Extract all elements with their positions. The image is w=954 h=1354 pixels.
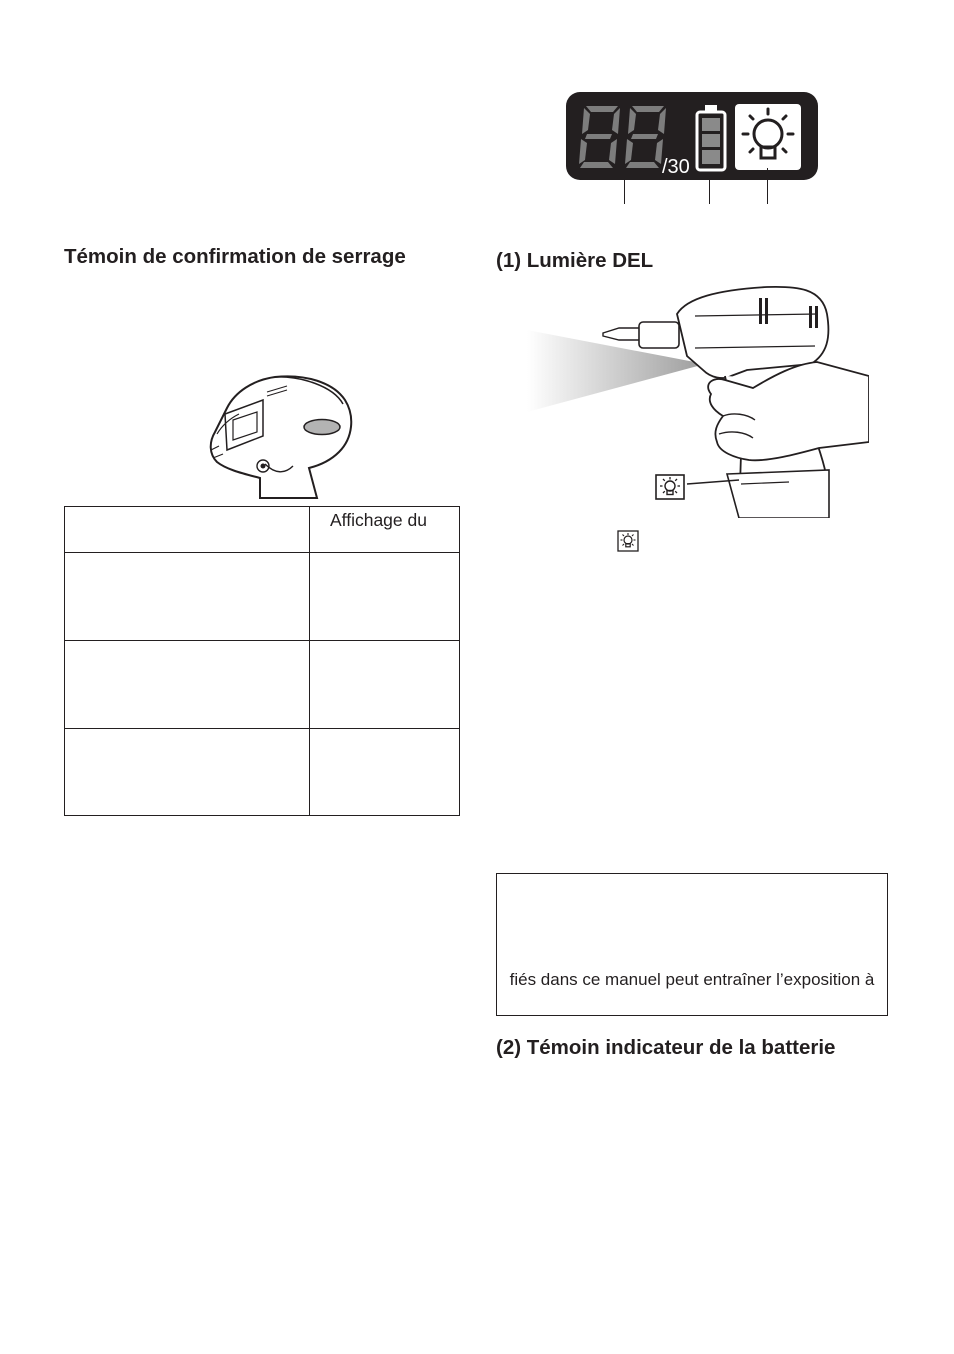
table-row <box>65 729 460 816</box>
warning-text: fiés dans ce manuel peut entraîner l’exposition à <box>509 970 875 989</box>
callout-line-digits <box>624 172 625 204</box>
battery-indicator-heading: (2) Témoin indicateur de la batterie <box>496 1036 836 1059</box>
table-cell <box>65 641 310 729</box>
table-cell <box>310 729 460 816</box>
warning-box <box>496 873 888 1016</box>
light-bulb-icon <box>735 104 801 170</box>
table-cell <box>65 729 310 816</box>
light-bulb-icon <box>655 474 685 500</box>
table-cell <box>65 553 310 641</box>
led-light-heading: (1) Lumière DEL <box>496 249 654 272</box>
table-cell <box>65 507 310 553</box>
confirmation-table <box>64 506 460 816</box>
table-row <box>65 553 460 641</box>
table-cell <box>310 553 460 641</box>
tool-light-illustration <box>527 284 869 518</box>
table-row <box>65 507 460 553</box>
callout-line-light <box>767 168 768 204</box>
torque-confirmation-heading: Témoin de confirmation de serrage <box>64 245 406 268</box>
tool-rear-illustration <box>205 374 355 500</box>
table-row <box>65 641 460 729</box>
callout-line-battery <box>709 172 710 204</box>
control-display-panel <box>566 92 818 180</box>
light-bulb-icon <box>617 530 639 552</box>
display-denominator: /30 <box>662 156 690 178</box>
table-cell: Affichage du <box>310 507 460 553</box>
table-cell <box>310 641 460 729</box>
